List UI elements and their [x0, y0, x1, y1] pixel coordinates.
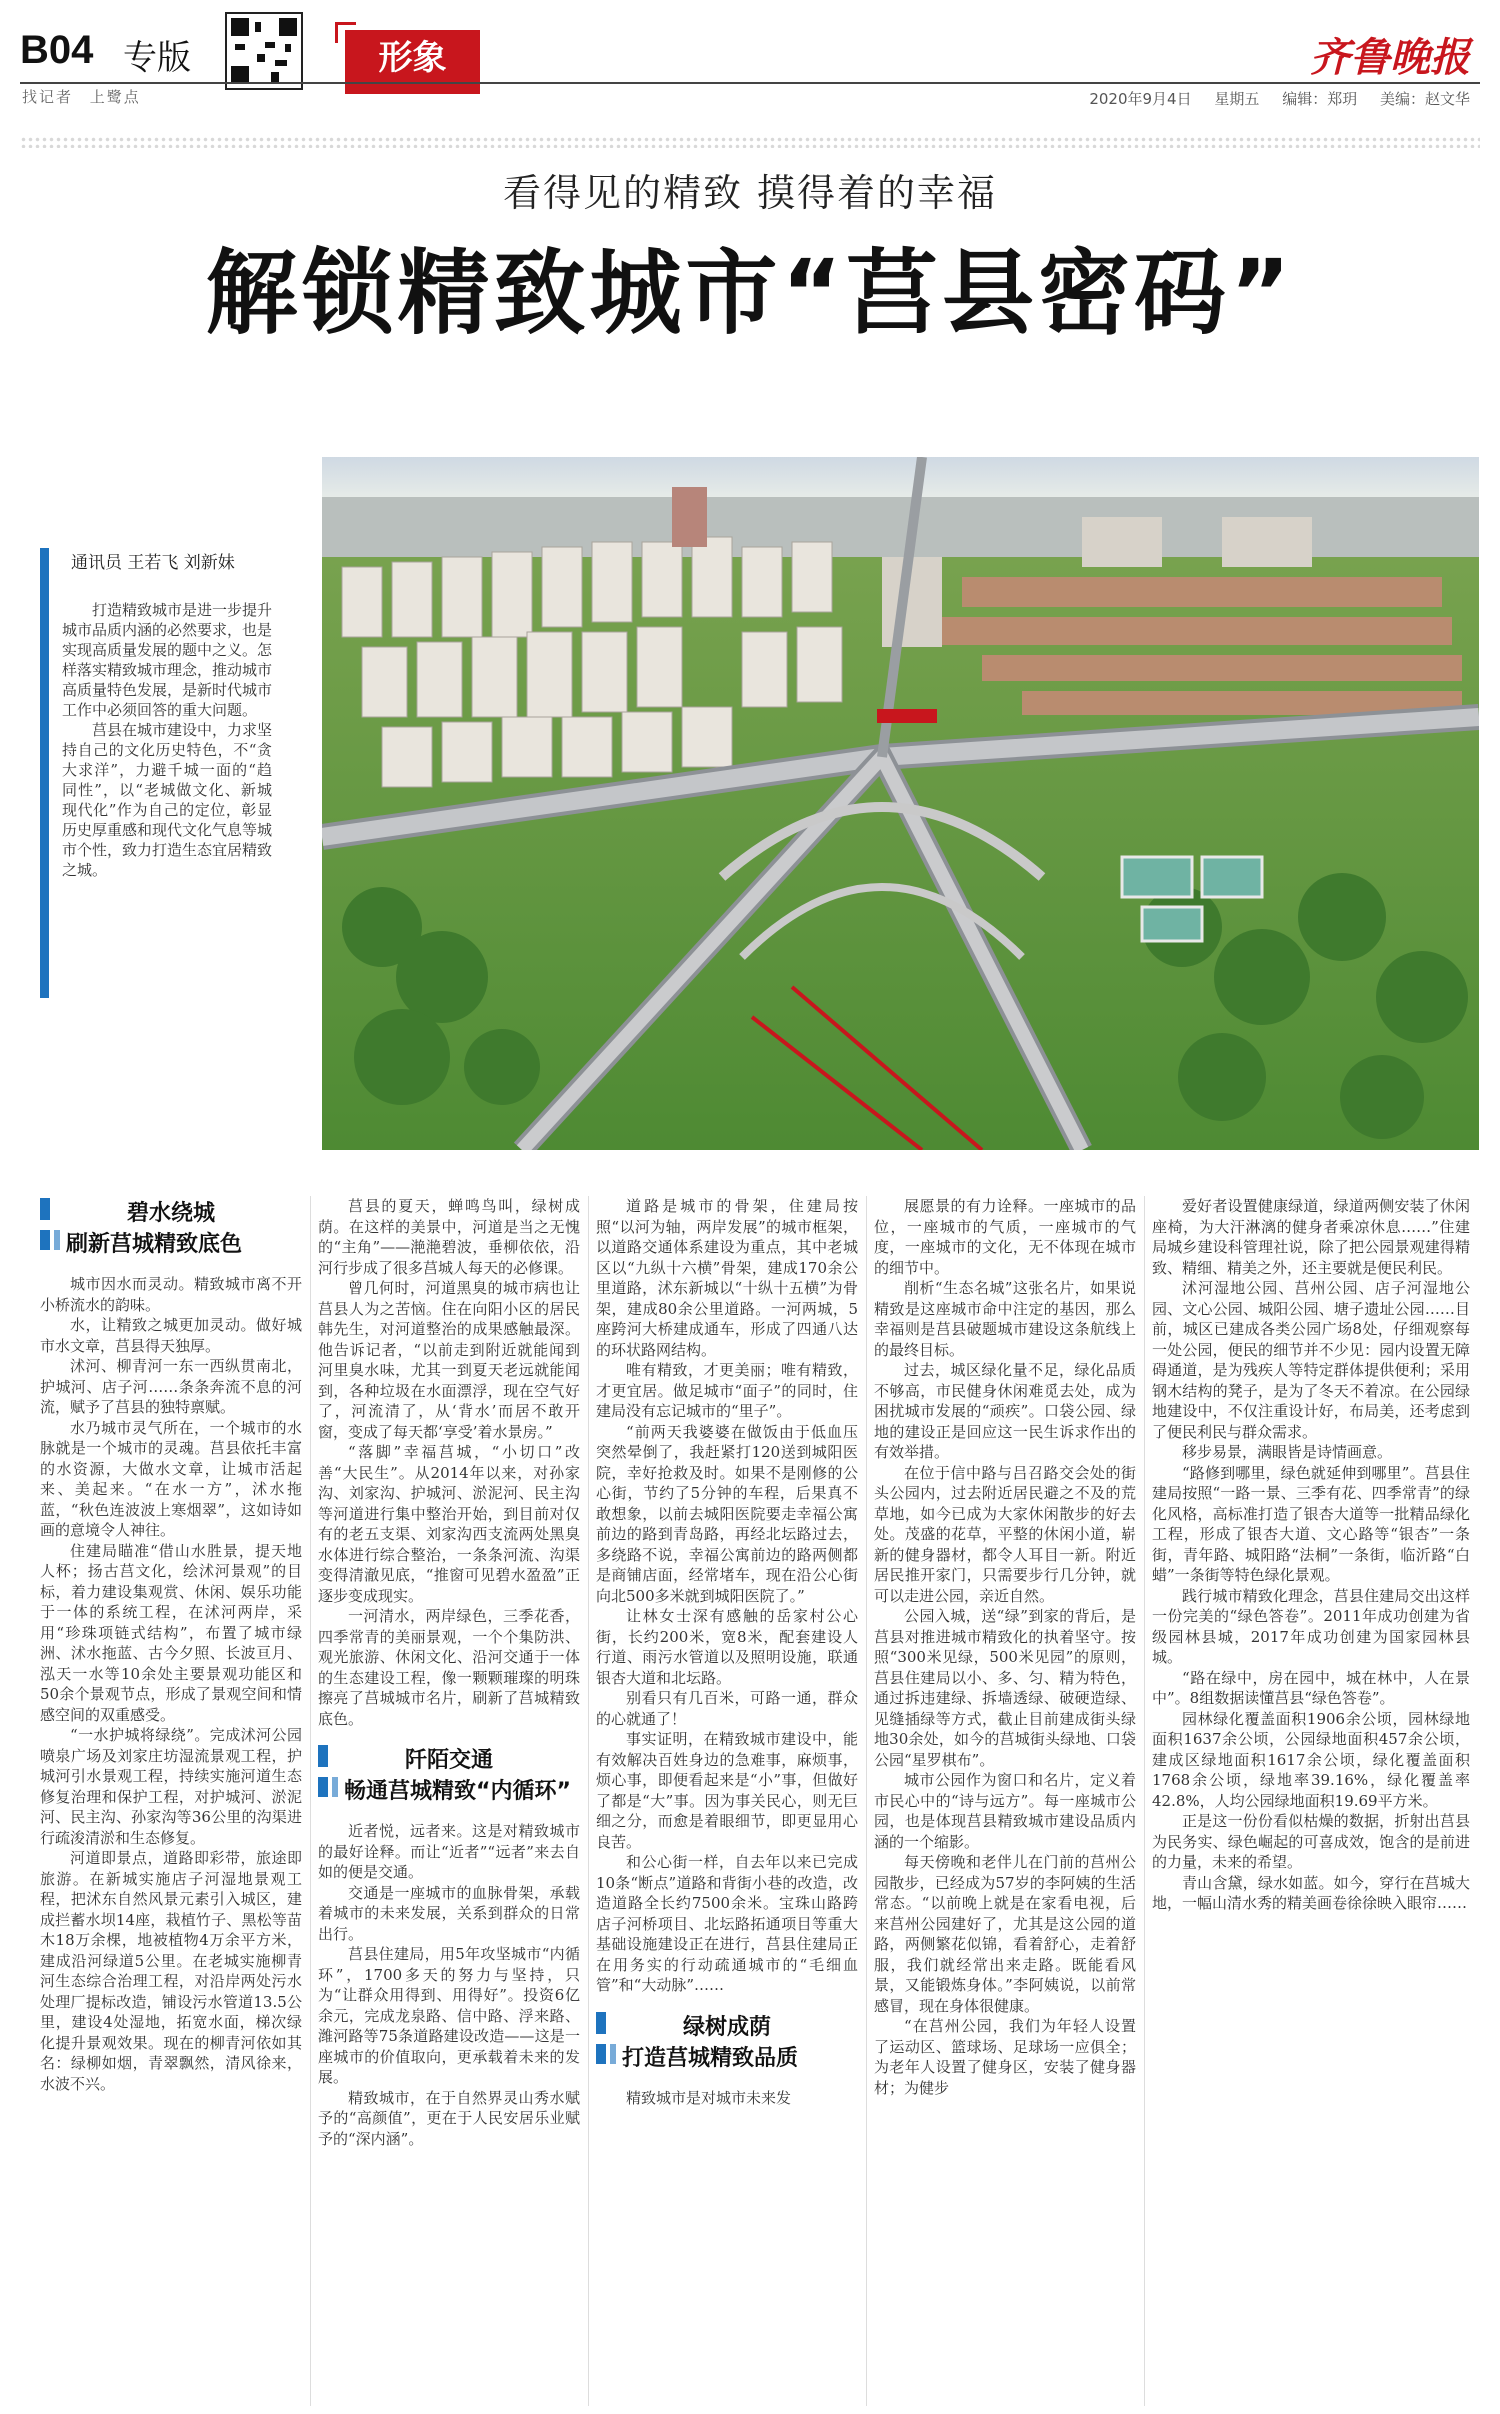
section-heading-line2: 打造莒城精致品质 — [622, 2045, 799, 2071]
section-heading-line1: 绿树成荫 — [682, 2014, 771, 2040]
body-paragraph: 展愿景的有力诠释。一座城市的品位，一座城市的气质，一座城市的气度，一座城市的文化，无不体现在城市的细节中。 — [874, 1197, 1136, 1277]
section-heading-line2: 畅通莒城精致“内循环” — [344, 1779, 571, 1804]
column-divider — [1144, 1196, 1145, 2406]
heading-bar — [318, 1745, 328, 1767]
heading-bar — [596, 2012, 606, 2034]
dateline — [1079, 88, 1470, 109]
article-column-3 — [596, 1196, 858, 2406]
body-paragraph: 城市因水而灵动。精致城市离不开小桥流水的韵味。 — [40, 1275, 302, 1314]
body-paragraph: “一水护城将绿绕”。完成沭河公园喷泉广场及刘家庄坊湿流景观工程，护城河引水景观工程，持续实施河道生态修复治理和保护工程，对护城河、淤泥河、民主沟、孙家沟等36公里的沟渠进行疏浚清淤和生态修复。 — [40, 1726, 302, 1847]
body-paragraph: “落脚”幸福莒城，“小切口”改善“大民生”。从2014年以来，对孙家沟、刘家沟、护城河、淤泥河、民主沟等河道进行集中整治开始，到目前对仅有的老五支渠、刘家沟西支流两处黑臭水体进行综合整治，一条条河流、沟渠变得清澈见底，“推窗可见碧水盈盈”正逐步变成现实。 — [318, 1443, 580, 1605]
body-paragraph: 近者悦，远者来。这是对精致城市的最好诠释。而让“近者”“远者”来去自如的便是交通。 — [318, 1822, 580, 1881]
dotted-divider — [20, 136, 1480, 148]
section-name: 专版 — [123, 38, 191, 78]
body-paragraph: 移步易景，满眼皆是诗情画意。 — [1182, 1443, 1393, 1461]
body-paragraph: 沭河、柳青河一东一西纵贯南北，护城河、店子河……条条奔流不息的河流，赋予了莒县的独特禀赋。 — [40, 1357, 302, 1416]
headline-subtitle: 看得见的精致 摸得着的幸福 — [502, 171, 998, 215]
body-paragraph: 交通是一座城市的血脉骨架，承载着城市的未来发展，关系到群众的日常出行。 — [318, 1883, 580, 1943]
issue-weekday: 星期五 — [1214, 90, 1260, 108]
aerial-city-photo — [322, 457, 1479, 1150]
column-divider — [310, 1196, 311, 2406]
page-number: B04 — [20, 28, 94, 72]
body-paragraph: 精致城市，在于自然界灵山秀水赋予的“高颜值”，更在于人民安居乐业赋予的“深内涵”。 — [318, 2088, 580, 2148]
body-paragraph: 水，让精致之城更加灵动。做好城市水文章，莒县得天独厚。 — [40, 1316, 302, 1355]
body-paragraph: 道路是城市的骨架，住建局按照“以河为轴，两岸发展”的城市框架，以道路交通体系建设为重点，其中老城区以“九纵十六横”骨架，建成170余公里道路，沭东新城以“十纵十五横”为骨架，建成80余公里道路。一河两城，5座跨河大桥建成通车，形成了四通八达的环状路网结构。 — [596, 1197, 858, 1359]
body-paragraph: 削析“生态名城”这张名片，如果说精致是这座城市命中注定的基因，那么幸福则是莒县破题城市建设这条航线上的最终目标。 — [874, 1279, 1136, 1359]
section-heading — [318, 1743, 580, 1805]
body-paragraph: “前两天我婆婆在做饭由于低血压突然晕倒了，我赶紧打120送到城阳医院，幸好抢救及时。如果不是刚修的公心街，节约了5分钟的车程，后果真不敢想象，以前去城阳医院要走幸福公寓前边的路到青岛路，再经北坛路过去，多绕路不说，幸福公寓前边的路两侧都是商铺店面，经常堵车，现在沿公心街向北500多米就到城阳医院了。” — [596, 1422, 858, 1605]
body-paragraph: 青山含黛，绿水如蓝。如今，穿行在莒城大地，一幅山清水秀的精美画卷徐徐映入眼帘…… — [1152, 1873, 1470, 1912]
body-paragraph: “路修到哪里，绿色就延伸到哪里”。莒县住建局按照“一路一景、三季有花、四季常青”的绿化风格，高标准打造了银杏大道等一批精品绿化工程，形成了银杏大道、文心路等“银杏”一条街，青年路、城阳路“法桐”一条街，临沂路“白蜡”一条街等特色绿化景观。 — [1152, 1463, 1470, 1584]
issue-date: 2020年9月4日 — [1089, 90, 1192, 108]
body-paragraph: 园林绿化覆盖面积1906余公顷，园林绿地面积1637余公顷，公园绿地面积457余公顷，建成区绿地面积1617余公顷，绿化覆盖面积1768余公顷，绿地率39.16%，绿化覆盖率42.8%，人均公园绿地面积19.69平方米。 — [1152, 1709, 1470, 1810]
body-paragraph: 事实证明，在精致城市建设中，能有效解决百姓身边的急难事，麻烦事，烦心事，即便看起来是“小”事，但做好了都是“大”事。因为事关民心，则无巨细之分，而愈是着眼细节，即更显用心良苦。 — [596, 1730, 858, 1851]
body-paragraph: 过去，城区绿化量不足，绿化品质不够高，市民健身休闲难觅去处，成为困扰城市发展的“顽疾”。口袋公园、绿地的建设正是回应这一民生诉求作出的有效举措。 — [874, 1361, 1136, 1461]
article-column-5 — [1152, 1196, 1470, 2406]
column-divider — [588, 1196, 589, 2406]
body-paragraph: 在位于信中路与吕召路交会处的街头公园内，过去附近居民避之不及的荒草地，如今已成为大家休闲散步的好去处。茂盛的花草，平整的休闲小道，崭新的健身器材，都令人耳目一新。附近居民推开家门，只需要步行几分钟，就可以走进公园，亲近自然。 — [874, 1463, 1136, 1605]
body-paragraph: 河道即景点，道路即彩带，旅途即旅游。在新城实施店子河湿地景观工程，把沭东自然风景元素引入城区，建成拦蓄水坝14座，栽植竹子、黑松等苗木18万余棵，地被植物4万余平方米，建成沿河绿道5公里。在老城实施柳青河生态综合治理工程，对沿岸两处污水处理厂提标改造，铺设污水管道13.5公里，建设4处湿地，拓宽水面，梯次绿化提升景观效果。现在的柳青河依如其名：绿柳如烟，青翠飘然，清风徐来，水波不兴。 — [40, 1849, 302, 2093]
body-paragraph: 精致城市是对城市未来发 — [626, 2088, 792, 2107]
section-tag-label: 形象 — [378, 38, 447, 78]
article-column-4 — [874, 1196, 1136, 2406]
section-heading — [596, 2010, 858, 2072]
body-paragraph: “路在绿中，房在园中，城在林中，人在景中”。8组数据读懂莒县“绿色答卷”。 — [1152, 1668, 1470, 1707]
body-paragraph: 莒县住建局，用5年攻坚城市“内循环”，1700多天的努力与坚持，只为“让群众用得到、用得好”。投资6亿余元，完成龙泉路、信中路、浮来路、潍河路等75条道路建设改造——这是一座城市的价值取向，更承载着未来的发展。 — [318, 1945, 580, 2086]
body-paragraph: 城市公园作为窗口和名片，定义着市民心中的“诗与远方”。每一座城市公园，也是体现莒县精致城市建设品质内涵的一个缩影。 — [874, 1771, 1136, 1851]
body-paragraph: “在莒州公园，我们为年轻人设置了运动区、篮球场、足球场一应俱全；为老年人设置了健身区，安装了健身器材；为健步 — [874, 2017, 1136, 2097]
article-column-2 — [318, 1196, 580, 2406]
body-paragraph: 每天傍晚和老伴儿在门前的莒州公园散步，已经成为57岁的李阿姨的生活常态。“以前晚上就是在家看电视，后来莒州公园建好了，尤其是这公园的道路，两侧繁花似锦，看着舒心，走着舒服，我们就经常出来走路。既能看风景，又能锻炼身体。”李阿姨说，以前常感冒，现在身体很健康。 — [874, 1853, 1136, 2015]
header-rule — [20, 82, 1480, 84]
editor-credit: 编辑：郑玥 — [1282, 90, 1358, 108]
body-paragraph: 公园入城，送“绿”到家的背后，是莒县对推进城市精致化的执着坚守。按照“300米见绿，500米见园”的原则，莒县住建局以小、多、匀、精为特色，通过拆违建绿、拆墙透绿、破硬造绿、见缝插绿等方式，截止目前建成街头绿地30余处，如今的莒城街头绿地、口袋公园“星罗棋布”。 — [874, 1607, 1136, 1769]
section-heading-line2: 刷新莒城精致底色 — [66, 1232, 243, 1257]
section-heading-line1: 阡陌交通 — [404, 1748, 493, 1773]
body-paragraph: 住建局瞄准“借山水胜景，提天地人杯；扬古莒文化，绘沭河景观”的目标，着力建设集观赏、休闲、娱乐功能于一体的系统工程，在沭河两岸，采用“珍珠项链式结构”，布置了城市绿洲、沭水拖蓝、古今夕照、长波亘月、泓天一水等10余处主要景观功能区和50余个景观节点，形成了景观空间和情感空间的双重感受。 — [40, 1541, 302, 1724]
section-heading-line1: 碧水绕城 — [126, 1201, 215, 1226]
article-column-1 — [40, 1196, 302, 2406]
intro-paragraph: 打造精致城市是进一步提升城市品质内涵的必然要求，也是实现高质量发展的题中之义。怎样落实精致城市理念，推动城市高质量特色发展，是新时代城市工作中必须回答的重大问题。 — [62, 601, 273, 719]
intro-paragraph: 莒县在城市建设中，力求坚持自己的文化历史特色，不“贪大求洋”，力避千城一面的“趋同性”，以“老城做文化、新城现代化”作为自己的定位，彰显历史厚重感和现代文化气息等城市个性，致力打造生态宜居精致之城。 — [62, 721, 273, 879]
body-paragraph: 爱好者设置健康绿道，绿道两侧安装了休闲座椅，为大汗淋漓的健身者乘凉休息……”住建局城乡建设科管理社说，除了把公园景观建得精致、精细、精美之外，还主要就是便民利民。 — [1152, 1197, 1470, 1277]
body-paragraph: 践行城市精致化理念，莒县住建局交出这样一份完美的“绿色答卷”。2011年成功创建为省级园林县城，2017年成功创建为国家园林县城。 — [1152, 1586, 1470, 1666]
body-paragraph: 水乃城市灵气所在，一个城市的水脉就是一个城市的灵魂。莒县依托丰富的水资源，大做水文章，让城市活起来、美起来。“在水一方”，沭水拖蓝，“秋色连波波上寒烟翠”，这如诗如画的意境令人神往。 — [40, 1418, 302, 1539]
body-paragraph: 一河清水，两岸绿色，三季花香，四季常青的美丽景观，一个个集防洪、观光旅游、休闲文化、沿河交通于一体的生态建设工程，像一颗颗璀璨的明珠擦亮了莒城城市名片，刷新了莒城精致底色。 — [318, 1607, 580, 1728]
column-divider — [866, 1196, 867, 2406]
intro — [62, 600, 272, 880]
qr-code-icon — [225, 12, 303, 90]
headline-title: 解锁精致城市“莒县密码” — [205, 240, 1295, 347]
heading-bar — [40, 1198, 50, 1220]
subnav-text: 找记者 上鹭点 — [22, 88, 141, 106]
art-editor-credit: 美编：赵文华 — [1379, 90, 1470, 108]
section-heading — [40, 1196, 302, 1258]
newspaper-logo: 齐鲁晚报 — [1310, 34, 1470, 81]
masthead — [0, 0, 1500, 130]
section-tag — [345, 30, 480, 94]
body-paragraph: 和公心街一样，自去年以来已完成10条“断点”道路和背街小巷的改造，改造道路全长约7500余米。宝珠山路跨店子河桥项目、北坛路拓通项目等重大基础设施建设正在进行，莒县住建局正在用务实的行动疏通城市的“毛细血管”和“大动脉”…… — [596, 1853, 858, 1994]
body-paragraph: 曾几何时，河道黑臭的城市病也让莒县人为之苦恼。住在向阳小区的居民韩先生，对河道整治的成果感触最深。他告诉记者，“以前走到附近就能闻到河里臭水味，尤其一到夏天老远就能闻到，各种垃圾在水面漂浮，现在空气好了，河流清了，从‘背水’而居不敢开窗，变成了每天都‘享受’着水景房。” — [318, 1279, 580, 1441]
body-paragraph: 唯有精致，才更美丽；唯有精致，才更宜居。做足城市“面子”的同时，住建局没有忘记城市的“里子”。 — [596, 1361, 858, 1420]
body-paragraph: 沭河湿地公园、莒州公园、店子河湿地公园、文心公园、城阳公园、塘子遗址公园……目前，城区已建成各类公园广场8处，仔细观察每一处公园，便民的细节并不少见：园内设置无障碍通道，是为残疾人等特定群体提供便利；采用钢木结构的凳子，是为了冬天不着凉。在公园绿地建设中，不仅注重设计好，布局美，还考虑到了便民利民与群众需求。 — [1152, 1279, 1470, 1441]
body-paragraph: 莒县的夏天，蝉鸣鸟叫，绿树成荫。在这样的美景中，河道是当之无愧的“主角”——滟滟碧波，垂柳依依，沿河行步成了很多莒城人每天的必修课。 — [318, 1197, 580, 1277]
body-paragraph: 别看只有几百米，可路一通，群众的心就通了！ — [596, 1689, 858, 1728]
body-paragraph: 正是这一份份看似枯燥的数据，折射出莒县为民务实、绿色崛起的可喜成效，饱含的是前进的力量，未来的希望。 — [1152, 1812, 1470, 1871]
byline: 通讯员 王若飞 刘新妹 — [71, 553, 235, 573]
body-paragraph: 让林女士深有感触的岳家村公心街，长约200米，宽8米，配套建设人行道、雨污水管道以及照明设施，联通银杏大道和北坛路。 — [596, 1607, 858, 1687]
